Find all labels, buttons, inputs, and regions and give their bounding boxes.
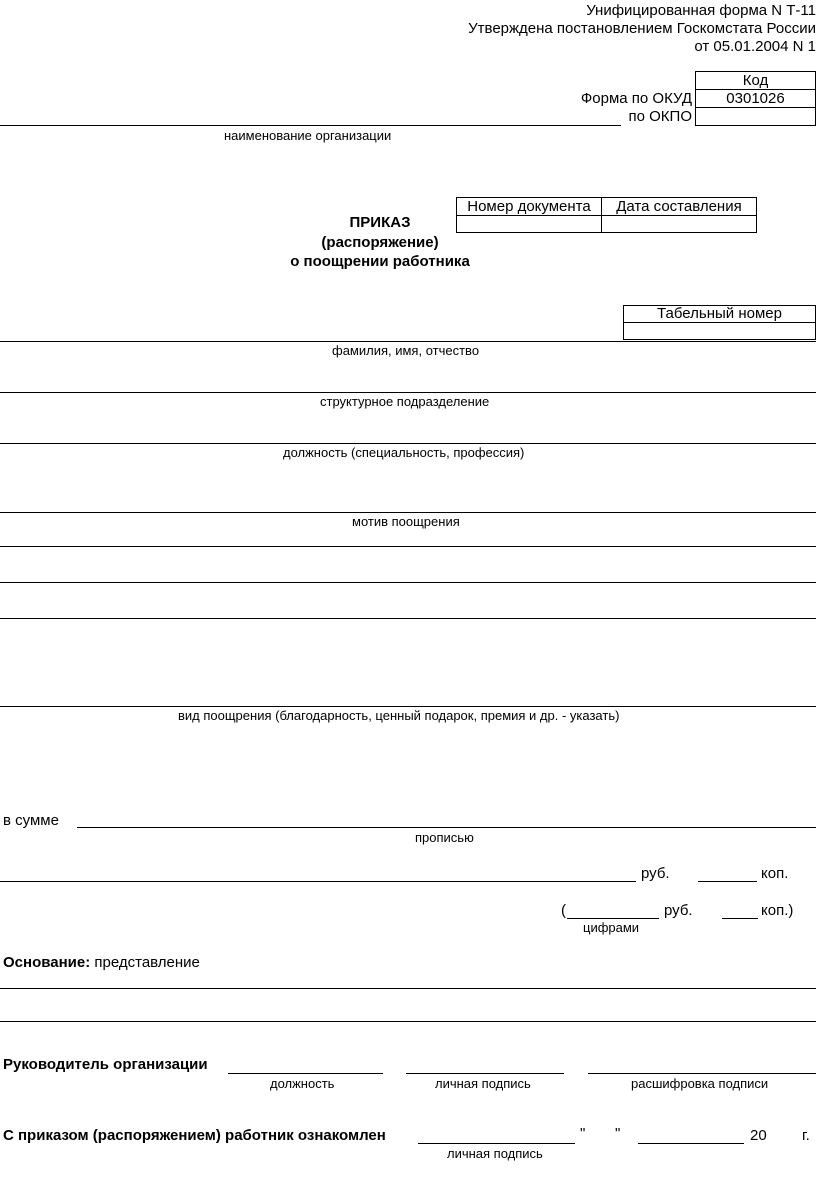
division-line[interactable] [0, 392, 816, 393]
head-decoding-caption: расшифровка подписи [631, 1076, 769, 1091]
year-prefix: 20 [750, 1127, 767, 1144]
rub-label: руб. [641, 865, 670, 882]
okud-value[interactable]: 0301026 [696, 90, 816, 108]
head-signature-caption: личная подпись [435, 1076, 531, 1091]
basis-label: Основание: [3, 954, 91, 971]
basis-line-1[interactable] [0, 988, 816, 989]
position-caption: должность (специальность, профессия) [283, 445, 525, 460]
acquainted-label: С приказом (распоряжением) работник ознакомлен [3, 1127, 386, 1144]
kop-digits-label: коп.) [761, 902, 794, 919]
head-label: Руководитель организации [3, 1056, 208, 1073]
kop-line[interactable] [698, 881, 757, 882]
tabel-table [623, 305, 816, 340]
form-name: Унифицированная форма N Т-11 [586, 2, 816, 19]
approval-date: от 05.01.2004 N 1 [694, 38, 816, 55]
org-caption: наименование организации [224, 128, 392, 143]
doc-date-field[interactable] [602, 216, 757, 233]
quote-close: " [615, 1125, 621, 1142]
motive-caption: мотив поощрения [352, 514, 460, 529]
extra-line-1[interactable] [0, 546, 816, 547]
kind-line[interactable] [0, 706, 816, 707]
year-suffix: г. [802, 1127, 810, 1144]
position-line[interactable] [0, 443, 816, 444]
kop-label: коп. [761, 865, 789, 882]
okpo-label: по ОКПО [628, 108, 692, 125]
basis [3, 954, 200, 971]
title-disposition: (распоряжение) [321, 234, 439, 251]
head-position-caption: должность [270, 1076, 335, 1091]
head-decoding-line[interactable] [588, 1073, 816, 1074]
basis-text: представление [94, 954, 200, 971]
tabel-field[interactable] [624, 323, 816, 340]
open-paren: ( [561, 902, 566, 919]
extra-line-2[interactable] [0, 582, 816, 583]
employee-signature-line[interactable] [418, 1143, 575, 1144]
kind-caption: вид поощрения (благодарность, ценный подарок, премия и др. - указать) [178, 708, 620, 723]
fio-caption: фамилия, имя, отчество [332, 343, 480, 358]
motive-line[interactable] [0, 512, 816, 513]
code-header: Код [696, 72, 816, 90]
amount-label: в сумме [3, 812, 59, 829]
head-signature-line[interactable] [406, 1073, 564, 1074]
basis-line-2[interactable] [0, 1021, 816, 1022]
extra-line-3[interactable] [0, 618, 816, 619]
approval-line: Утверждена постановлением Госкомстата России [468, 20, 816, 37]
digits-caption: цифрами [583, 920, 640, 935]
tabel-header: Табельный номер [624, 306, 816, 323]
title-order: ПРИКАЗ [349, 214, 411, 231]
kop-digits-line[interactable] [722, 918, 758, 919]
doc-date-header: Дата составления [602, 198, 757, 216]
codes-table [695, 71, 816, 126]
doc-number-header: Номер документа [457, 198, 602, 216]
okud-label: Форма по ОКУД [580, 90, 692, 107]
rub-digits-label: руб. [664, 902, 693, 919]
okpo-value[interactable] [696, 108, 816, 126]
rub-digits-line[interactable] [567, 918, 659, 919]
amount-words-caption: прописью [415, 830, 474, 845]
month-line[interactable] [638, 1143, 744, 1144]
head-position-line[interactable] [228, 1073, 383, 1074]
amount-words-line[interactable] [77, 827, 816, 828]
quote-open: " [580, 1125, 586, 1142]
division-caption: структурное подразделение [320, 394, 490, 409]
title-subject: о поощрении работника [290, 253, 470, 270]
fio-line[interactable] [0, 341, 816, 342]
amount-rub-line[interactable] [0, 881, 636, 882]
org-name-line[interactable] [0, 125, 621, 126]
employee-signature-caption: личная подпись [447, 1146, 543, 1161]
